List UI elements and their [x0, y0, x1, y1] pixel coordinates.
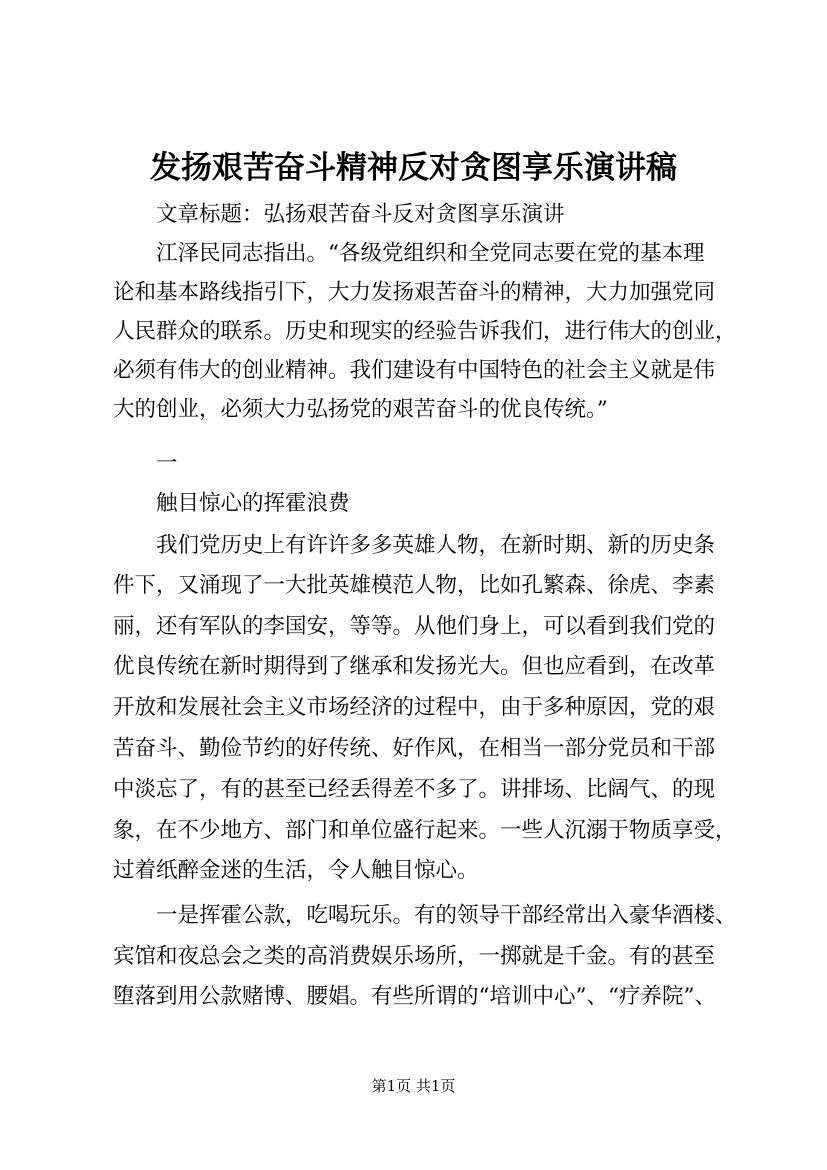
paragraph-line: 我们党历史上有许许多多英雄人物，在新时期、新的历史条 [156, 533, 716, 558]
paragraph-line: 论和基本路线指引下，大力发扬艰苦奋斗的精神，大力加强党同 [113, 280, 716, 305]
paragraph-line: 宾馆和夜总会之类的高消费娱乐场所，一掷就是千金。有的甚至 [113, 944, 716, 969]
paragraph-line: 一是挥霍公款，吃喝玩乐。有的领导干部经常出入豪华酒楼、 [156, 903, 737, 928]
paragraph-line: 苦奋斗、勤俭节约的好传统、好作风，在相当一部分党员和干部 [113, 736, 716, 761]
paragraph-line: 堕落到用公款赌博、腰娼。有些所谓的“培训中心”、“疗养院”、 [113, 984, 716, 1009]
paragraph-line: 开放和发展社会主义市场经济的过程中，由于多种原因，党的艰 [113, 695, 716, 720]
paragraph-line: 过着纸醉金迷的生活，令人触目惊心。 [113, 858, 479, 883]
paragraph-line: 丽，还有军队的李国安，等等。从他们身上，可以看到我们党的 [113, 614, 716, 639]
paragraph-line: 必须有伟大的创业精神。我们建设有中国特色的社会主义就是伟 [113, 358, 716, 383]
paragraph-line: 大的创业，必须大力弘扬党的艰苦奋斗的优良传统。” [113, 397, 608, 422]
paragraph-line: 件下，又涌现了一大批英雄模范人物，比如孔繁森、徐虎、李素 [113, 573, 716, 598]
section-number: 一 [156, 451, 178, 476]
paragraph-line: 人民群众的联系。历史和现实的经验告诉我们，进行伟大的创业， [113, 319, 737, 344]
paragraph-line: 江泽民同志指出。“各级党组织和全党同志要在党的基本理 [156, 241, 705, 266]
page-footer: 第1页 共1页 [371, 1077, 456, 1095]
section-heading: 触目惊心的挥霍浪费 [156, 491, 350, 516]
document-title: 发扬艰苦奋斗精神反对贪图享乐演讲稿 [150, 150, 677, 186]
paragraph-line: 优良传统在新时期得到了继承和发扬光大。但也应看到，在改革 [113, 654, 716, 679]
paragraph-line: 象，在不少地方、部门和单位盛行起来。一些人沉溺于物质享受， [113, 818, 737, 843]
paragraph-line: 中淡忘了，有的甚至已经丢得差不多了。讲排场、比阔气、的现 [113, 777, 716, 802]
article-subtitle-line: 文章标题：弘扬艰苦奋斗反对贪图享乐演讲 [156, 202, 565, 227]
